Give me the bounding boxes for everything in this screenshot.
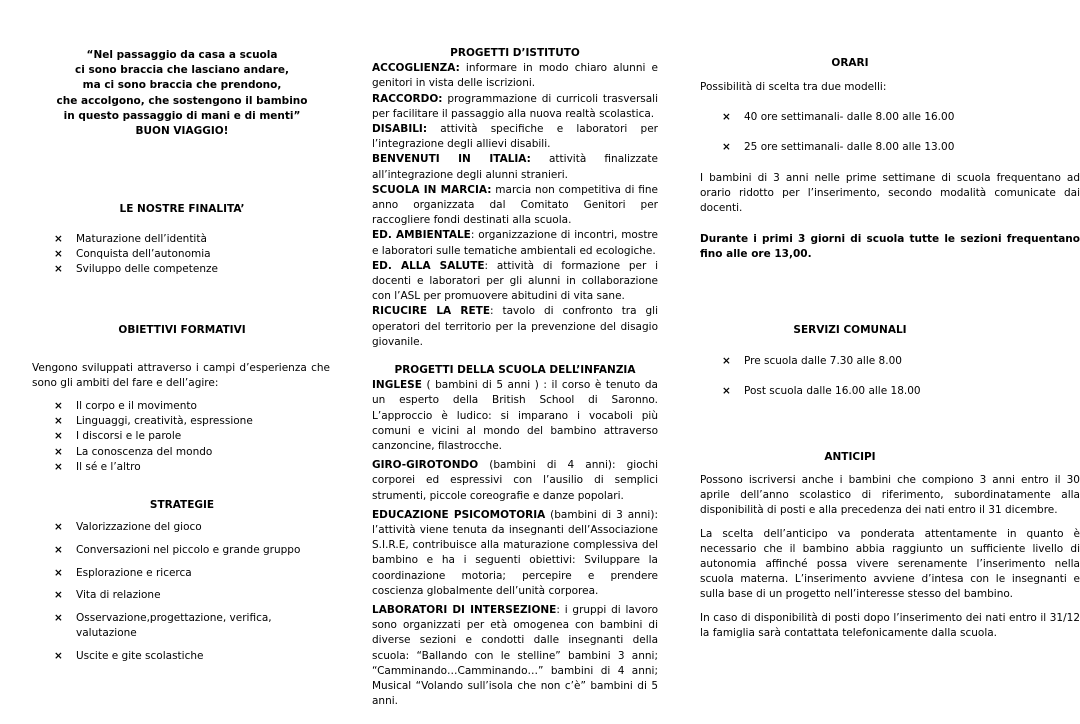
finalita-list [32, 232, 332, 278]
anticipi-heading: ANTICIPI [824, 451, 876, 463]
item-text: attività specifiche e laboratori per l’integrazione degli allievi disabili. [372, 123, 658, 151]
list-item: × Maturazione dell’identità [32, 232, 332, 247]
orari-bold-note: Durante i primi 3 giorni di scuola tutte le sezioni frequentano fino alle ore 13,00. [700, 233, 1080, 261]
list-item: × I discorsi e le parole [32, 429, 332, 444]
orari-note: I bambini di 3 anni nelle prime settimane di scuola frequentano ad orario ridotto per l’inserimento, secondo modalità comunicate dai docenti. [700, 172, 1080, 215]
anticipi-body [700, 473, 1080, 641]
column-right [700, 0, 1080, 724]
infanzia-item [372, 603, 658, 709]
item-text: informare in modo chiaro alunni e genitori in vista delle iscrizioni. [372, 62, 658, 90]
list-item: × Osservazione,progettazione, verifica, valutazione [32, 611, 332, 641]
opening-quote [32, 48, 332, 139]
list-item: × Conquista dell’autonomia [32, 247, 332, 262]
item-text: ( bambini di 5 anni ) : il corso è tenuto da un esperto della British School di Saronno. L’approccio è ludico: si imparano i vocaboli più comuni e vicini al mondo del bambino attraverso canzoncine, filastrocche. [372, 379, 658, 453]
list-item: × Vita di relazione [32, 588, 332, 603]
anticipi-paragraph: La scelta dell’anticipo va ponderata attentamente in quanto è necessario che il bambino abbia raggiunto un sufficiente livello di autonomia affinché possa vivere serenamente l’inserimento nella scuola materna. L’inserimento avviene d’intesa con le insegnanti e sulla base di un progetto nell’interesse stesso del bambino. [700, 527, 1080, 601]
list-item: × Uscite e gite scolastiche [32, 649, 332, 664]
quote-line: in questo passaggio di mani e di menti” [63, 109, 301, 122]
list-item: × 25 ore settimanali- dalle 8.00 alle 13.00 [700, 140, 1000, 155]
infanzia-section [372, 363, 658, 709]
item-text: (bambini di 4 anni): giochi corporei ed espressivi con l’ausilio di semplici strumenti, piccole coreografie e danze popolari. [372, 459, 658, 502]
istituto-item [372, 152, 658, 182]
item-key: ED. ALLA SALUTE [372, 259, 485, 272]
item-key: SCUOLA IN MARCIA: [372, 183, 492, 196]
item-key: ACCOGLIENZA: [372, 62, 460, 75]
orari-heading: ORARI [831, 57, 869, 69]
list-item: × Esplorazione e ricerca [32, 566, 332, 581]
strategie-list [32, 520, 332, 664]
anticipi-paragraph: Possono iscriversi anche i bambini che compiono 3 anni entro il 30 aprile dell’anno scolastico di riferimento, subordinatamente alla disponibilità di posti e alla precedenza dei nati entro il 31 dicembre. [700, 474, 1080, 517]
istituto-item [372, 122, 658, 152]
item-text: : attività di formazione per i docenti e laboratori per gli alunni in collaborazione con l’ASL per promuovere abitudini di vita sane. [372, 259, 658, 303]
istituto-item [372, 259, 658, 305]
istituto-item [372, 304, 658, 350]
quote-line: BUON VIAGGIO! [135, 125, 229, 138]
list-item: × La conoscenza del mondo [32, 445, 332, 460]
infanzia-item [372, 508, 658, 599]
item-key: INGLESE [372, 379, 422, 392]
item-key: EDUCAZIONE PSICOMOTORIA [372, 508, 546, 521]
quote-line: che accolgono, che sostengono il bambino [56, 94, 308, 107]
istituto-heading: PROGETTI D’ISTITUTO [450, 47, 580, 59]
istituto-item [372, 92, 658, 122]
infanzia-heading: PROGETTI DELLA SCUOLA DELL’INFANZIA [394, 364, 636, 376]
list-item: × Il sé e l’altro [32, 460, 332, 475]
item-key: BENVENUTI IN ITALIA: [372, 153, 531, 166]
list-item: × Il corpo e il movimento [32, 399, 332, 414]
list-item: × Conversazioni nel piccolo e grande gruppo [32, 543, 332, 558]
istituto-section [372, 46, 658, 350]
item-key: LABORATORI DI INTERSEZIONE [372, 604, 557, 617]
obiettivi-heading: OBIETTIVI FORMATIVI [118, 324, 246, 336]
item-text: : organizzazione di incontri, mostre e laboratori sulle tematiche ambientali ed ecologiche. [372, 229, 658, 257]
item-key: GIRO-GIROTONDO [372, 459, 479, 472]
infanzia-item [372, 378, 658, 454]
strategie-heading: STRATEGIE [149, 499, 215, 511]
item-text: programmazione di curricoli trasversali per facilitare il passaggio alla nuova realtà scolastica. [372, 92, 658, 120]
list-item: × 40 ore settimanali- dalle 8.00 alle 16.00 [700, 110, 1000, 125]
item-key: ED. AMBIENTALE [372, 229, 471, 242]
quote-line: “Nel passaggio da casa a scuola [86, 49, 278, 61]
servizi-list [700, 354, 1000, 399]
istituto-item [372, 228, 658, 258]
quote-line: ma ci sono braccia che prendono, [82, 79, 282, 92]
list-item: × Pre scuola dalle 7.30 alle 8.00 [700, 354, 1000, 369]
list-item: × Linguaggi, creatività, espressione [32, 414, 332, 429]
list-item: × Post scuola dalle 16.00 alle 18.00 [700, 384, 1000, 399]
item-text: : tavolo di confronto tra gli operatori del territorio per la prevenzione del disagio giovanile. [372, 305, 658, 348]
servizi-heading: SERVIZI COMUNALI [793, 324, 907, 336]
istituto-item [372, 183, 658, 229]
infanzia-item [372, 458, 658, 504]
item-key: RICUCIRE LA RETE [372, 305, 491, 318]
finalita-heading: LE NOSTRE FINALITA’ [119, 203, 245, 215]
orari-intro: Possibilità di scelta tra due modelli: [700, 81, 887, 93]
list-item: × Valorizzazione del gioco [32, 520, 332, 535]
quote-line: ci sono braccia che lasciano andare, [75, 64, 289, 77]
orari-list [700, 110, 1000, 155]
item-text: (bambini di 3 anni): l’attività viene tenuta da insegnanti dell’Associazione S.I.R.E, contribuisce alla maturazione complessiva del bambino e ha i seguenti obiettivi: Sviluppare la coordinazione motoria; percepire e prendere coscienza globalmente dell’unità corporea. [372, 508, 658, 597]
item-text: : i gruppi di lavoro sono organizzati per età omogenea con bambini di diverse sezioni e condotti dalle insegnanti della scuola: “Ballando con le stelline” bambini 3 anni; “Camminando…Camminando…” bambini di 4 anni; Musical “Volando sull’isola che non c’è” bambini di 5 anni. [372, 604, 658, 708]
istituto-item [372, 61, 658, 91]
list-item: × Sviluppo delle competenze [32, 262, 332, 277]
item-key: RACCORDO: [372, 92, 443, 105]
anticipi-paragraph: In caso di disponibilità di posti dopo l’inserimento dei nati entro il 31/12 la famiglia sarà contattata telefonicamente dalla scuola. [700, 611, 1080, 639]
item-key: DISABILI: [372, 123, 428, 136]
item-text: attività finalizzate all’integrazione degli alunni stranieri. [372, 153, 658, 181]
obiettivi-list [32, 399, 332, 475]
item-text: marcia non competitiva di fine anno organizzata dal Comitato Genitori per raccogliere fondi destinati alla scuola. [372, 183, 658, 227]
obiettivi-intro: Vengono sviluppati attraverso i campi d’esperienza che sono gli ambiti del fare e dell’agire: [32, 362, 330, 390]
